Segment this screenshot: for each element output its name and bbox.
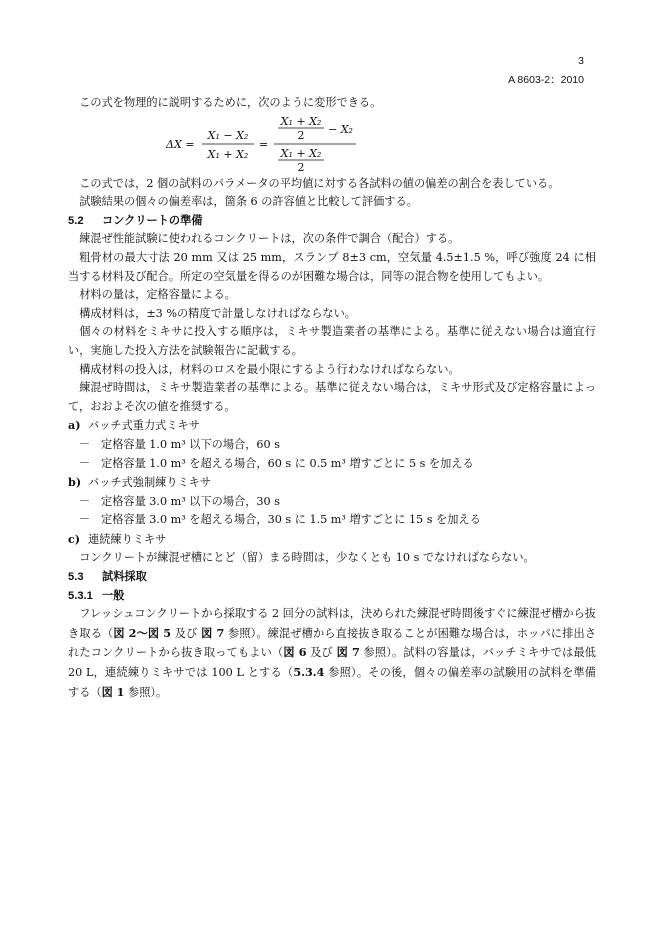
section-5-3-heading xyxy=(68,568,596,587)
section-5-3-1-paragraph xyxy=(68,605,596,702)
section-5-2-para-8: コンクリートが練混ぜ槽にとど（留）まる時間は，少なくとも 10 s でなければならない。 xyxy=(79,551,535,565)
figure-reference: 図 7 xyxy=(201,625,225,640)
section-5-2-heading xyxy=(68,212,596,231)
list-item-b xyxy=(68,473,596,493)
section-5-2-para-5: 個々の材料をミキサに投入する順序は，ミキサ製造業者の基準による。基準に従えない場合は適宜行い，実施した投入方法を試験報告に記載する。 xyxy=(68,325,596,357)
formula-frac2-num-c: − X₂ xyxy=(328,122,353,136)
list-item-a-dash-1 xyxy=(68,436,596,455)
formula-frac2-num-a: X₁ + X₂ xyxy=(280,114,322,128)
dash-text: 定格容量 1.0 m³ 以下の場合，60 s xyxy=(101,437,280,451)
section-5-2-para-7: 練混ぜ時間は，ミキサ製造業者の基準による。基準に従えない場合は，ミキサ形式及び定格容量によって，おおよそ次の値を推奨する。 xyxy=(68,381,596,413)
text-run: 参照）。練混ぜ槽から直接抜き取ることが困難な場合は，ホッパに排出されたコンクリートから抜き取ってもよい（ xyxy=(68,626,596,660)
section-5-3-1-number: 5.3.1 xyxy=(68,589,93,602)
page-body xyxy=(68,94,596,702)
text-run: 参照）。 xyxy=(124,685,168,699)
dash-text: 定格容量 3.0 m³ を超える場合，30 s に 1.5 m³ 増すごとに 15 s を加える xyxy=(101,513,481,527)
text-run: 及び xyxy=(171,626,202,640)
figure-reference: 図 2～図 5 xyxy=(113,625,172,640)
list-item-a xyxy=(68,416,596,436)
formula-explanation: この式では，2 個の試料のパラメータの平均値に対する各試料の値の偏差の割合を表している。 xyxy=(79,176,560,190)
formula-frac2-den-b: 2 xyxy=(297,160,305,174)
deviation-formula xyxy=(68,113,596,175)
section-5-3-1-title: 一般 xyxy=(102,589,125,602)
formula-frac2-num-b: 2 xyxy=(297,128,305,142)
section-5-3-number: 5.3 xyxy=(68,571,84,584)
section-5-2-para-1: 練混ぜ性能試験に使われるコンクリートは，次の条件で調合（配合）する。 xyxy=(79,232,460,246)
dash-mark: － xyxy=(79,456,91,470)
intro-paragraph: この式を物理的に説明するために，次のように変形できる。 xyxy=(79,96,382,109)
dash-text: 定格容量 1.0 m³ を超える場合，60 s に 0.5 m³ 増すごとに 5 s を加える xyxy=(101,456,474,470)
standard-id: A 8603-2：2010 xyxy=(508,74,584,86)
text-run: フレッシュコンクリートから採取する 2 回分の試料は，決められた練混ぜ時間後すぐに練混ぜ槽から抜き取る（ xyxy=(68,607,596,640)
list-item-c xyxy=(68,530,596,550)
dash-mark: － xyxy=(79,437,91,451)
section-5-3-1-heading xyxy=(68,587,596,606)
section-5-2-para-3: 材料の量は，定格容量による。 xyxy=(79,288,236,302)
evaluation-paragraph: 試験結果の個々の偏差率は，箇条 6 の許容値と比較して評価する。 xyxy=(79,195,418,209)
list-item-c-label: c) xyxy=(68,531,81,546)
list-item-b-label: b) xyxy=(68,475,82,490)
list-item-b-text: バッチ式強制練りミキサ xyxy=(88,476,212,490)
figure-reference: 図 1 xyxy=(101,684,125,699)
section-5-2-number: 5.2 xyxy=(68,214,84,227)
section-reference: 5.3.4 xyxy=(293,665,325,680)
section-5-2-para-4: 構成材料は，±3 %の精度で計量しなければならない。 xyxy=(79,306,356,320)
list-item-a-label: a) xyxy=(68,418,81,433)
dash-text: 定格容量 3.0 m³ 以下の場合，30 s xyxy=(101,494,280,508)
list-item-a-dash-2 xyxy=(68,455,596,474)
list-item-b-dash-2 xyxy=(68,511,596,530)
list-item-b-dash-1 xyxy=(68,493,596,512)
formula-lhs: ΔX = xyxy=(166,137,195,151)
dash-mark: － xyxy=(79,513,91,527)
section-5-2-para-6: 構成材料の投入は，材料のロスを最小限にするよう行わなければならない。 xyxy=(79,362,460,376)
section-5-3-title: 試料採取 xyxy=(102,571,147,584)
formula-frac2-den-a: X₁ + X₂ xyxy=(280,146,322,160)
formula-frac1-numerator: X₁ − X₂ xyxy=(207,128,249,142)
list-item-c-text: 連続練りミキサ xyxy=(88,532,167,546)
section-5-2-title: コンクリートの準備 xyxy=(102,214,203,227)
formula-equals: = xyxy=(259,137,269,151)
text-run: 及び xyxy=(306,646,337,660)
dash-mark: － xyxy=(79,494,91,508)
formula-frac1-denominator: X₁ + X₂ xyxy=(207,147,249,161)
text-run: 参照）。その後，個々の偏差率の試験用の試料を準備する（ xyxy=(68,666,596,699)
text-run: 参照）。試料の容量は，バッチミキサでは最低 20 L，連続練りミキサでは 100 L とする（ xyxy=(68,646,596,680)
figure-reference: 図 6 xyxy=(283,645,307,660)
figure-reference: 図 7 xyxy=(336,645,360,660)
section-5-2-para-2: 粗骨材の最大寸法 20 mm 又は 25 mm，スランプ 8±3 cm，空気量 4.5±1.5 %，呼び強度 24 に相当する材料及び配合。所定の空気量を得るのが困難な場合は，同等の混合物を使用してもよい。 xyxy=(68,250,596,283)
list-item-a-text: バッチ式重力式ミキサ xyxy=(88,419,200,433)
page-number: 3 xyxy=(578,55,584,67)
